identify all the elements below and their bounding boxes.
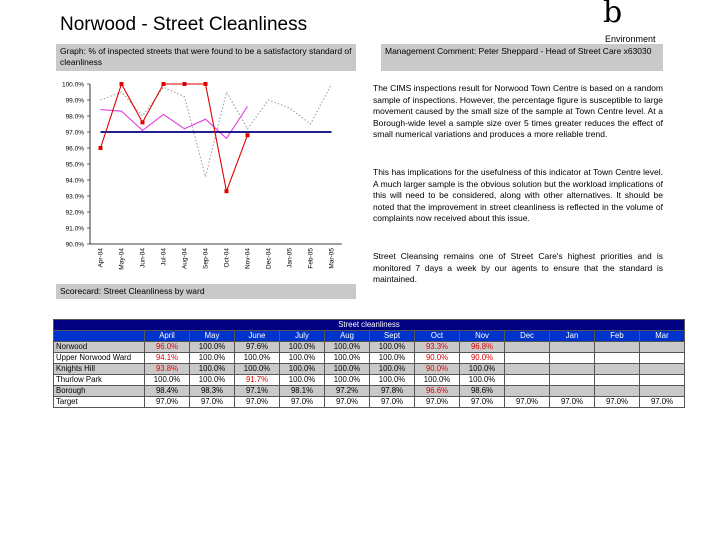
score-cell bbox=[640, 353, 685, 364]
score-cell: 90.0% bbox=[415, 353, 460, 364]
cleanliness-line-chart bbox=[56, 74, 356, 280]
score-cell: 97.0% bbox=[190, 397, 235, 408]
score-cell: 100.0% bbox=[190, 342, 235, 353]
header-blank-cell bbox=[54, 331, 145, 342]
month-header: May bbox=[190, 331, 235, 342]
table-row bbox=[54, 397, 685, 408]
series-line-borough bbox=[101, 106, 248, 138]
score-cell bbox=[550, 353, 595, 364]
score-cell: 96.8% bbox=[460, 342, 505, 353]
score-cell bbox=[640, 342, 685, 353]
scorecard-header-row bbox=[54, 331, 685, 342]
score-cell bbox=[595, 375, 640, 386]
management-comment: Management Comment: Peter Sheppard - Head of Street Care x63030 bbox=[381, 44, 663, 71]
y-tick-label: 95.0% bbox=[65, 161, 84, 169]
x-tick-label: Dec-04 bbox=[265, 248, 273, 269]
score-cell: 100.0% bbox=[190, 375, 235, 386]
score-cell: 98.4% bbox=[145, 386, 190, 397]
score-cell bbox=[550, 364, 595, 375]
y-tick-label: 90.0% bbox=[65, 241, 84, 249]
score-cell: 100.0% bbox=[325, 364, 370, 375]
y-tick-label: 98.0% bbox=[65, 113, 84, 121]
score-cell: 97.0% bbox=[595, 397, 640, 408]
score-cell: 100.0% bbox=[280, 364, 325, 375]
score-cell bbox=[640, 375, 685, 386]
council-logo: b bbox=[603, 0, 623, 30]
score-cell bbox=[505, 342, 550, 353]
x-tick-label: May-04 bbox=[118, 248, 126, 270]
score-cell: 97.0% bbox=[415, 397, 460, 408]
x-tick-label: Feb-05 bbox=[307, 248, 315, 269]
month-header: Jan bbox=[550, 331, 595, 342]
score-cell: 100.0% bbox=[370, 375, 415, 386]
score-cell: 93.8% bbox=[145, 364, 190, 375]
data-point-norwood bbox=[120, 82, 124, 86]
score-cell: 94.1% bbox=[145, 353, 190, 364]
score-cell: 97.1% bbox=[235, 386, 280, 397]
y-tick-label: 100.0% bbox=[61, 81, 84, 89]
score-cell: 100.0% bbox=[415, 375, 460, 386]
x-tick-label: Jul-04 bbox=[160, 248, 168, 266]
score-cell: 100.0% bbox=[280, 353, 325, 364]
score-cell: 97.0% bbox=[235, 397, 280, 408]
score-cell bbox=[505, 353, 550, 364]
ward-label: Norwood bbox=[54, 342, 145, 353]
score-cell: 100.0% bbox=[235, 364, 280, 375]
x-tick-label: Aug-04 bbox=[181, 248, 189, 269]
table-row bbox=[54, 364, 685, 375]
score-cell bbox=[640, 364, 685, 375]
score-cell bbox=[505, 386, 550, 397]
month-header: Feb bbox=[595, 331, 640, 342]
score-cell: 100.0% bbox=[370, 353, 415, 364]
score-cell bbox=[550, 375, 595, 386]
score-cell: 97.6% bbox=[235, 342, 280, 353]
table-row bbox=[54, 375, 685, 386]
score-cell: 90.0% bbox=[415, 364, 460, 375]
x-tick-label: Oct-04 bbox=[223, 248, 231, 268]
table-row bbox=[54, 353, 685, 364]
data-point-norwood bbox=[225, 189, 229, 193]
score-cell: 100.0% bbox=[460, 375, 505, 386]
score-cell: 90.0% bbox=[460, 353, 505, 364]
score-cell bbox=[505, 364, 550, 375]
score-cell bbox=[595, 386, 640, 397]
month-header: Dec bbox=[505, 331, 550, 342]
score-cell: 96.6% bbox=[415, 386, 460, 397]
data-point-norwood bbox=[141, 120, 145, 124]
x-tick-label: Apr-04 bbox=[97, 248, 105, 268]
score-cell: 100.0% bbox=[325, 342, 370, 353]
score-cell: 97.0% bbox=[550, 397, 595, 408]
x-tick-label: Nov-04 bbox=[244, 248, 252, 269]
y-tick-label: 99.0% bbox=[65, 97, 84, 105]
score-cell: 93.3% bbox=[415, 342, 460, 353]
x-tick-label: Jun-04 bbox=[139, 248, 147, 268]
score-cell: 100.0% bbox=[370, 364, 415, 375]
ward-label: Thurlow Park bbox=[54, 375, 145, 386]
score-cell: 98.3% bbox=[190, 386, 235, 397]
graph-caption: Graph: % of inspected streets that were found to be a satisfactory standard of cleanliness bbox=[56, 44, 356, 71]
score-cell: 97.0% bbox=[280, 397, 325, 408]
ward-label: Upper Norwood Ward bbox=[54, 353, 145, 364]
y-tick-label: 93.0% bbox=[65, 193, 84, 201]
data-point-norwood bbox=[162, 82, 166, 86]
data-point-norwood bbox=[99, 146, 103, 150]
department-label: Environment bbox=[605, 34, 656, 44]
comment-paragraph-2: This has implications for the usefulness of this indicator at Town Centre level. A much larger sample is the obvious solution but the workload implications of this will need to be considered, along with other alternatives. It should be noted that the improvement in street cleanliness is reflected in the volume of complaints now received about this issue. bbox=[373, 167, 663, 224]
scorecard-title-row bbox=[54, 320, 685, 331]
score-cell: 98.6% bbox=[460, 386, 505, 397]
series-line-previous-year bbox=[101, 84, 332, 177]
score-cell: 97.0% bbox=[640, 397, 685, 408]
score-cell bbox=[640, 386, 685, 397]
page-title: Norwood - Street Cleanliness bbox=[60, 14, 308, 35]
month-header: Aug bbox=[325, 331, 370, 342]
ward-label: Knights Hill bbox=[54, 364, 145, 375]
score-cell: 100.0% bbox=[145, 375, 190, 386]
score-cell bbox=[505, 375, 550, 386]
score-cell: 100.0% bbox=[280, 375, 325, 386]
score-cell: 97.0% bbox=[505, 397, 550, 408]
comment-paragraph-1: The CIMS inspections result for Norwood Town Centre is based on a random sample of inspections. However, the percentage figure is susceptible to large movement caused by the small size of the sample at Town Centre level. At a Borough-wide level a sample size over 5 times greater reduces the effect of small numerical variations and produces a more reliable trend. bbox=[373, 83, 663, 140]
data-point-norwood bbox=[183, 82, 187, 86]
scorecard-title: Street cleanliness bbox=[54, 320, 685, 331]
month-header: June bbox=[235, 331, 280, 342]
score-cell: 97.8% bbox=[370, 386, 415, 397]
score-cell: 100.0% bbox=[190, 353, 235, 364]
score-cell: 100.0% bbox=[325, 375, 370, 386]
comment-paragraph-3: Street Cleansing remains one of Street Care's highest priorities and is monitored 7 days a week by our agents to ensure that the standard is maintained. bbox=[373, 251, 663, 285]
month-header: Oct bbox=[415, 331, 460, 342]
x-tick-label: Jan-05 bbox=[286, 248, 294, 268]
score-cell: 100.0% bbox=[190, 364, 235, 375]
score-cell: 97.0% bbox=[370, 397, 415, 408]
ward-label: Borough bbox=[54, 386, 145, 397]
score-cell: 97.0% bbox=[460, 397, 505, 408]
score-cell: 100.0% bbox=[325, 353, 370, 364]
score-cell bbox=[595, 342, 640, 353]
data-point-norwood bbox=[246, 133, 250, 137]
y-tick-label: 91.0% bbox=[65, 225, 84, 233]
scorecard-table bbox=[53, 319, 685, 408]
month-header: Mar bbox=[640, 331, 685, 342]
score-cell: 96.0% bbox=[145, 342, 190, 353]
month-header: April bbox=[145, 331, 190, 342]
score-cell bbox=[550, 386, 595, 397]
score-cell: 97.0% bbox=[325, 397, 370, 408]
data-point-norwood bbox=[204, 82, 208, 86]
score-cell bbox=[595, 364, 640, 375]
y-tick-label: 96.0% bbox=[65, 145, 84, 153]
score-cell: 100.0% bbox=[460, 364, 505, 375]
table-row bbox=[54, 342, 685, 353]
score-cell: 100.0% bbox=[235, 353, 280, 364]
month-header: July bbox=[280, 331, 325, 342]
score-cell: 91.7% bbox=[235, 375, 280, 386]
y-tick-label: 92.0% bbox=[65, 209, 84, 217]
score-cell: 97.0% bbox=[145, 397, 190, 408]
score-cell: 97.2% bbox=[325, 386, 370, 397]
score-cell: 100.0% bbox=[280, 342, 325, 353]
score-cell: 98.1% bbox=[280, 386, 325, 397]
month-header: Nov bbox=[460, 331, 505, 342]
score-cell bbox=[595, 353, 640, 364]
x-tick-label: Mar-05 bbox=[328, 248, 336, 269]
table-row bbox=[54, 386, 685, 397]
score-cell bbox=[550, 342, 595, 353]
x-tick-label: Sep-04 bbox=[202, 248, 210, 269]
scorecard-caption: Scorecard: Street Cleanliness by ward bbox=[56, 284, 356, 299]
y-tick-label: 94.0% bbox=[65, 177, 84, 185]
y-tick-label: 97.0% bbox=[65, 129, 84, 137]
ward-label: Target bbox=[54, 397, 145, 408]
month-header: Sept bbox=[370, 331, 415, 342]
score-cell: 100.0% bbox=[370, 342, 415, 353]
